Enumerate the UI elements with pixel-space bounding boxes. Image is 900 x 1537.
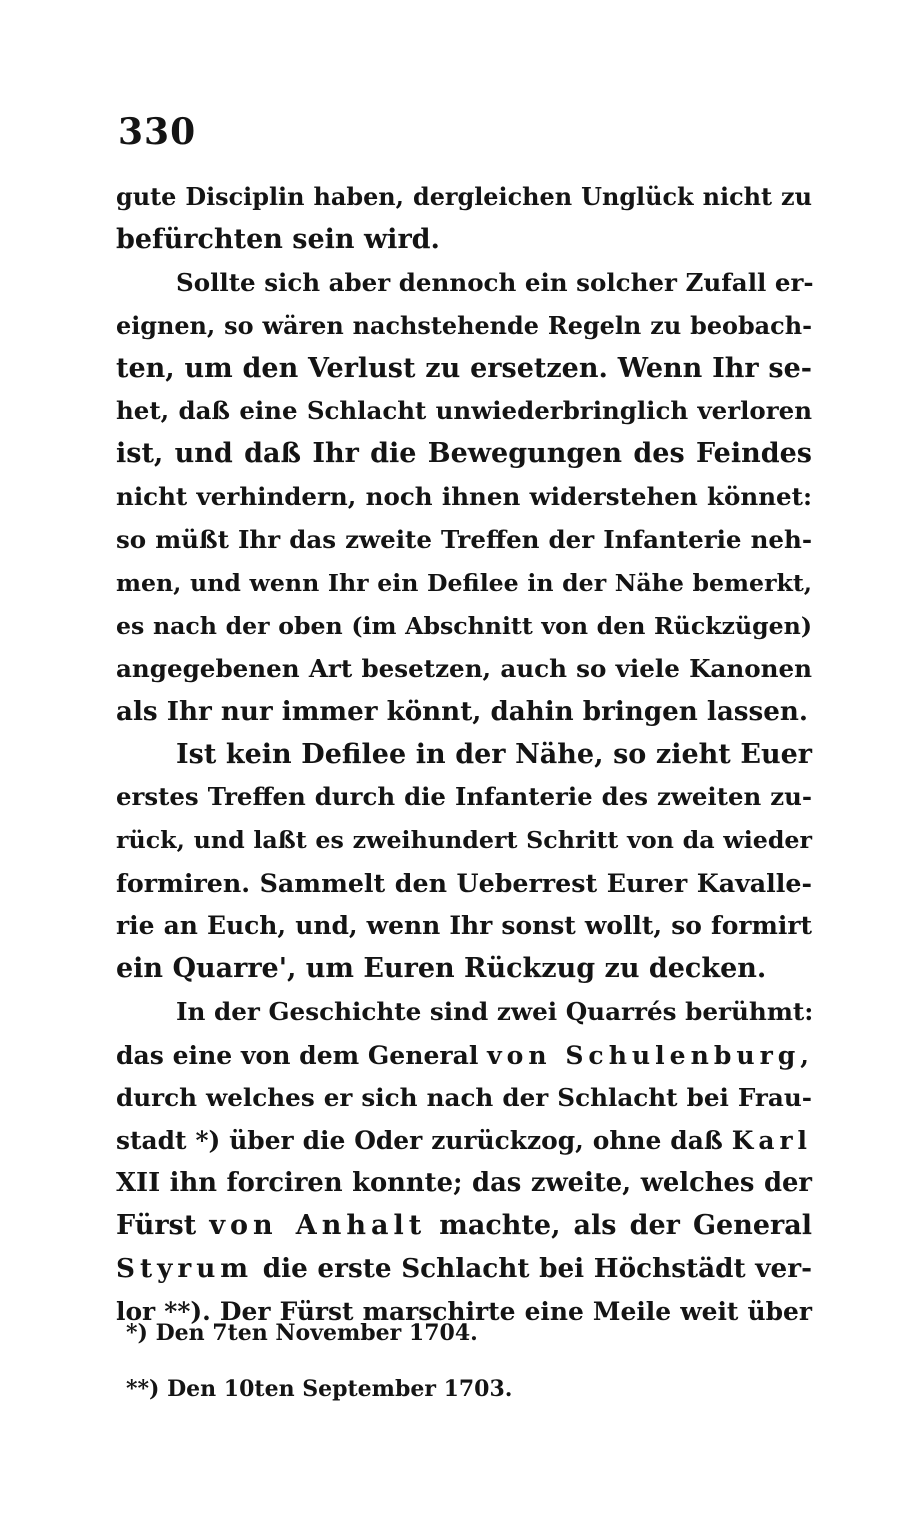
text-line: gute Disciplin haben, dergleichen Unglück nicht zu	[116, 183, 812, 211]
text-line: erstes Treffen durch die Infanterie des zweiten zu-	[116, 782, 812, 812]
text-line	[116, 1205, 812, 1248]
text-line	[116, 1120, 812, 1163]
text-line: lor **). Der Fürst marschirte eine Meile weit über	[116, 1297, 812, 1327]
text-line: ten, um den Verlust zu ersetzen. Wenn Ihr se-	[116, 352, 812, 384]
text-segment: Fürst	[116, 1210, 210, 1242]
text-line: so müßt Ihr das zweite Treffen der Infanterie neh-	[116, 525, 812, 555]
text-line: ein Quarre', um Euren Rückzug zu decken.	[116, 953, 767, 985]
person-name: von Schulenburg,	[487, 1039, 815, 1070]
text-line: ist, und daß Ihr die Bewegungen des Feindes	[116, 438, 812, 470]
text-line: Sollte sich aber dennoch ein solcher Zufall er-	[176, 267, 814, 297]
text-line: es nach der oben (im Abschnitt von den Rückzügen)	[116, 611, 812, 640]
text-segment: stadt *) über die Oder zurückzog, ohne daß	[116, 1125, 732, 1155]
body-text	[116, 176, 815, 1334]
text-line: Ist kein Defilee in der Nähe, so zieht Euer	[176, 738, 812, 770]
text-line: befürchten sein wird.	[116, 223, 440, 255]
text-line: durch welches er sich nach der Schlacht bei Frau-	[116, 1082, 812, 1112]
text-line: rie an Euch, und, wenn Ihr sonst wollt, so formirt	[116, 911, 812, 941]
footnote: **) Den 10ten September 1703.	[126, 1376, 513, 1402]
page-number: 330	[118, 111, 197, 153]
text-segment: die erste Schlacht bei Höchstädt ver-	[253, 1253, 812, 1285]
text-segment: das eine von dem General	[116, 1039, 488, 1070]
text-line: In der Geschichte sind zwei Quarrés berühmt:	[176, 996, 814, 1026]
text-line	[116, 1034, 815, 1077]
text-line: als Ihr nur immer könnt, dahin bringen lassen.	[116, 695, 808, 727]
text-line: eignen, so wären nachstehende Regeln zu beobach-	[116, 311, 812, 340]
text-line	[116, 1248, 812, 1291]
text-segment: machte, als der General	[426, 1210, 812, 1242]
text-line: het, daß eine Schlacht unwiederbringlich verloren	[116, 396, 812, 426]
person-name: Styrum	[116, 1253, 254, 1285]
text-line: XII ihn forciren konnte; das zweite, welches der	[116, 1168, 812, 1199]
footnotes	[126, 1318, 726, 1404]
person-name: von Anhalt	[209, 1210, 427, 1242]
text-line: angegebenen Art besetzen, auch so viele Kanonen	[116, 653, 812, 683]
text-line: formiren. Sammelt den Ueberrest Eurer Kavalle-	[116, 868, 812, 899]
person-name: Karl	[731, 1125, 812, 1155]
text-line: men, und wenn Ihr ein Defilee in der Nähe bemerkt,	[116, 569, 812, 598]
text-line: rück, und laßt es zweihundert Schritt von da wieder	[116, 826, 812, 855]
text-line: nicht verhindern, noch ihnen widerstehen könnet:	[116, 482, 812, 512]
footnote: *) Den 7ten November 1704.	[126, 1320, 478, 1346]
